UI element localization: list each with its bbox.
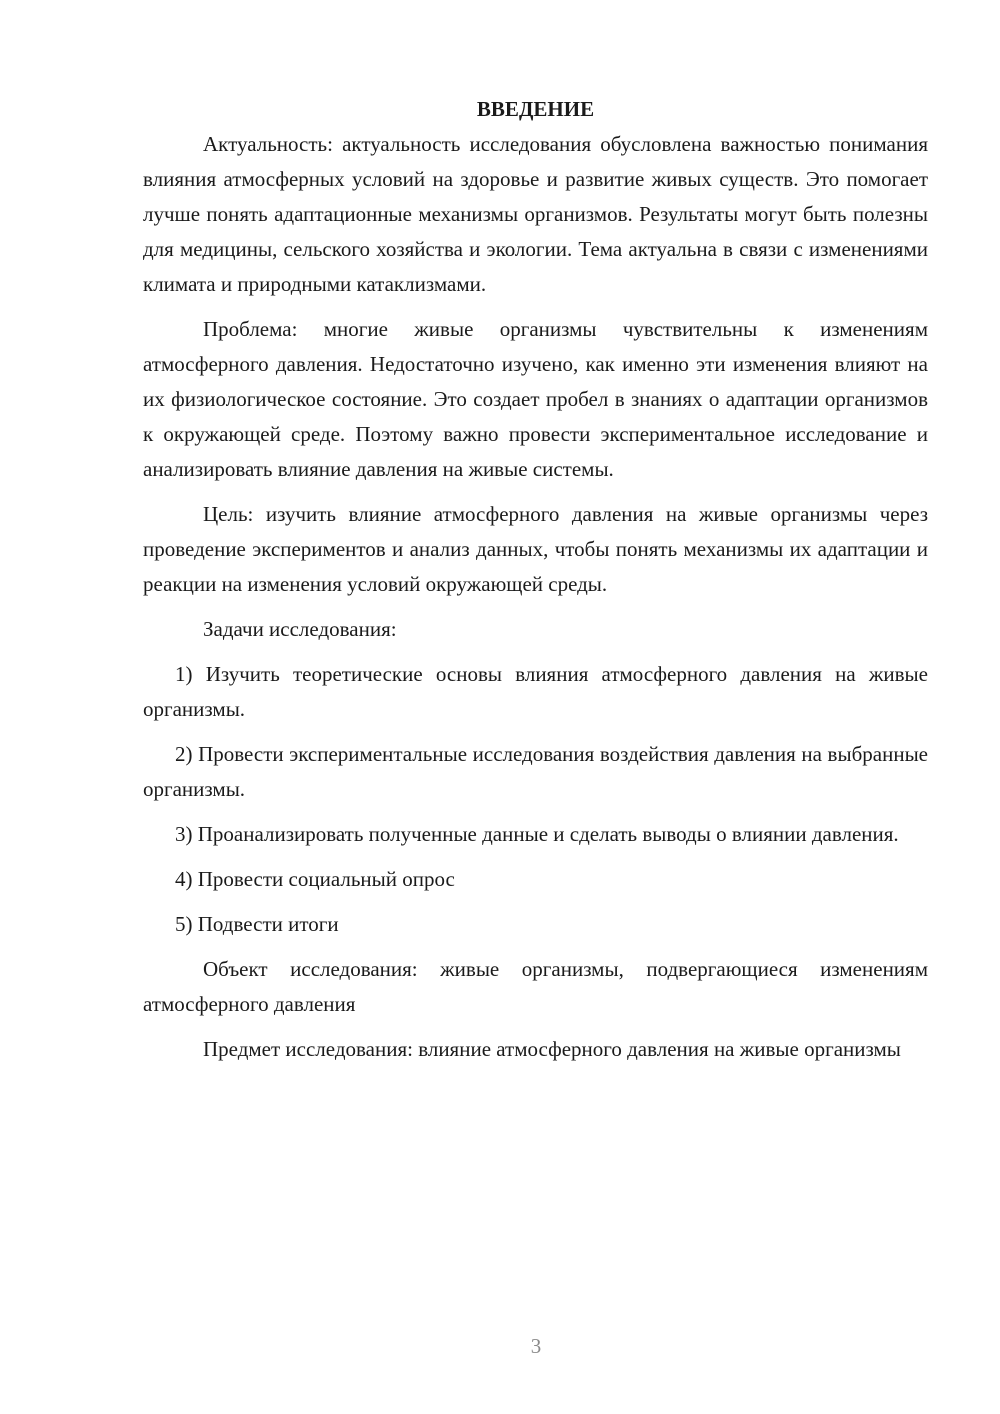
- paragraph-relevance: Актуальность: актуальность исследования обусловлена важностью понимания влияния атмосферных условий на здоровье и развитие живых существ. Это помогает лучше понять адаптационные механизмы организмов. Результаты могут быть полезны для медицины, сельского хозяйства и экологии. Тема актуальна в связи с изменениями климата и природными катаклизмами.: [143, 132, 928, 296]
- task-item-3: 3) Проанализировать полученные данные и сделать выводы о влиянии давления.: [175, 822, 899, 846]
- paragraph-problem: Проблема: многие живые организмы чувствительны к изменениям атмосферного давления. Недостаточно изучено, как именно эти изменения влияют на их физиологическое состояние. Это создает пробел в знаниях о адаптации организмов к окружающей среде. Поэтому важно провести экспериментальное исследование и анализировать влияние давления на живые системы.: [143, 317, 928, 481]
- document-page: [143, 92, 928, 1077]
- paragraph-object: Объект исследования: живые организмы, подвергающиеся изменениям атмосферного давления: [143, 957, 928, 1016]
- paragraph-goal: Цель: изучить влияние атмосферного давления на живые организмы через проведение экспериментов и анализ данных, чтобы понять механизмы их адаптации и реакции на изменения условий окружающей среды.: [143, 502, 928, 596]
- task-item-1: 1) Изучить теоретические основы влияния атмосферного давления на живые организмы.: [143, 662, 928, 721]
- paragraph-subject: Предмет исследования: влияние атмосферного давления на живые организмы: [203, 1037, 901, 1061]
- task-item-2: 2) Провести экспериментальные исследования воздействия давления на выбранные организмы.: [143, 742, 928, 801]
- tasks-heading: Задачи исследования:: [203, 617, 397, 641]
- task-item-5: 5) Подвести итоги: [175, 912, 339, 936]
- section-title: ВВЕДЕНИЕ: [476, 97, 595, 121]
- task-item-4: 4) Провести социальный опрос: [175, 867, 455, 891]
- page-number: 3: [530, 1334, 542, 1358]
